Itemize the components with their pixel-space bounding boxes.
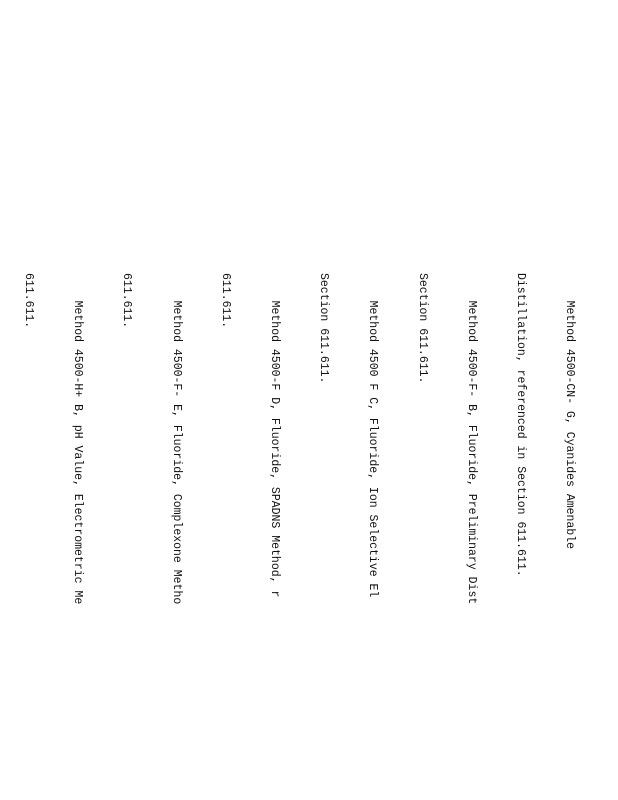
rotated-text-block: [0, 273, 610, 800]
text-line: Method 4500-CN- G, Cyanides Amenable: [563, 300, 577, 550]
text-line: Method 4500-F D, Fluoride, SPADNS Method, r: [267, 300, 281, 598]
text-line: Method 4500-F- E, Fluoride, Complexone Metho: [169, 300, 183, 605]
text-line: Method 4500 F C, Fluoride, Ion Selective El: [366, 300, 380, 598]
text-line: 611.611.: [21, 273, 35, 329]
text-line: 611.611.: [218, 273, 232, 329]
text-line: Method 4500-H+ B, pH Value, Electrometric Me: [71, 300, 85, 605]
text-line: 611.611.: [120, 273, 134, 329]
text-line: Distillation, referenced in Section 611.611.: [513, 273, 527, 577]
text-line: Method 4500-F- B, Fluoride, Preliminary Dist: [464, 300, 478, 605]
text-line: Section 611.611.: [317, 273, 331, 384]
text-line: Section 611.611.: [415, 273, 429, 384]
